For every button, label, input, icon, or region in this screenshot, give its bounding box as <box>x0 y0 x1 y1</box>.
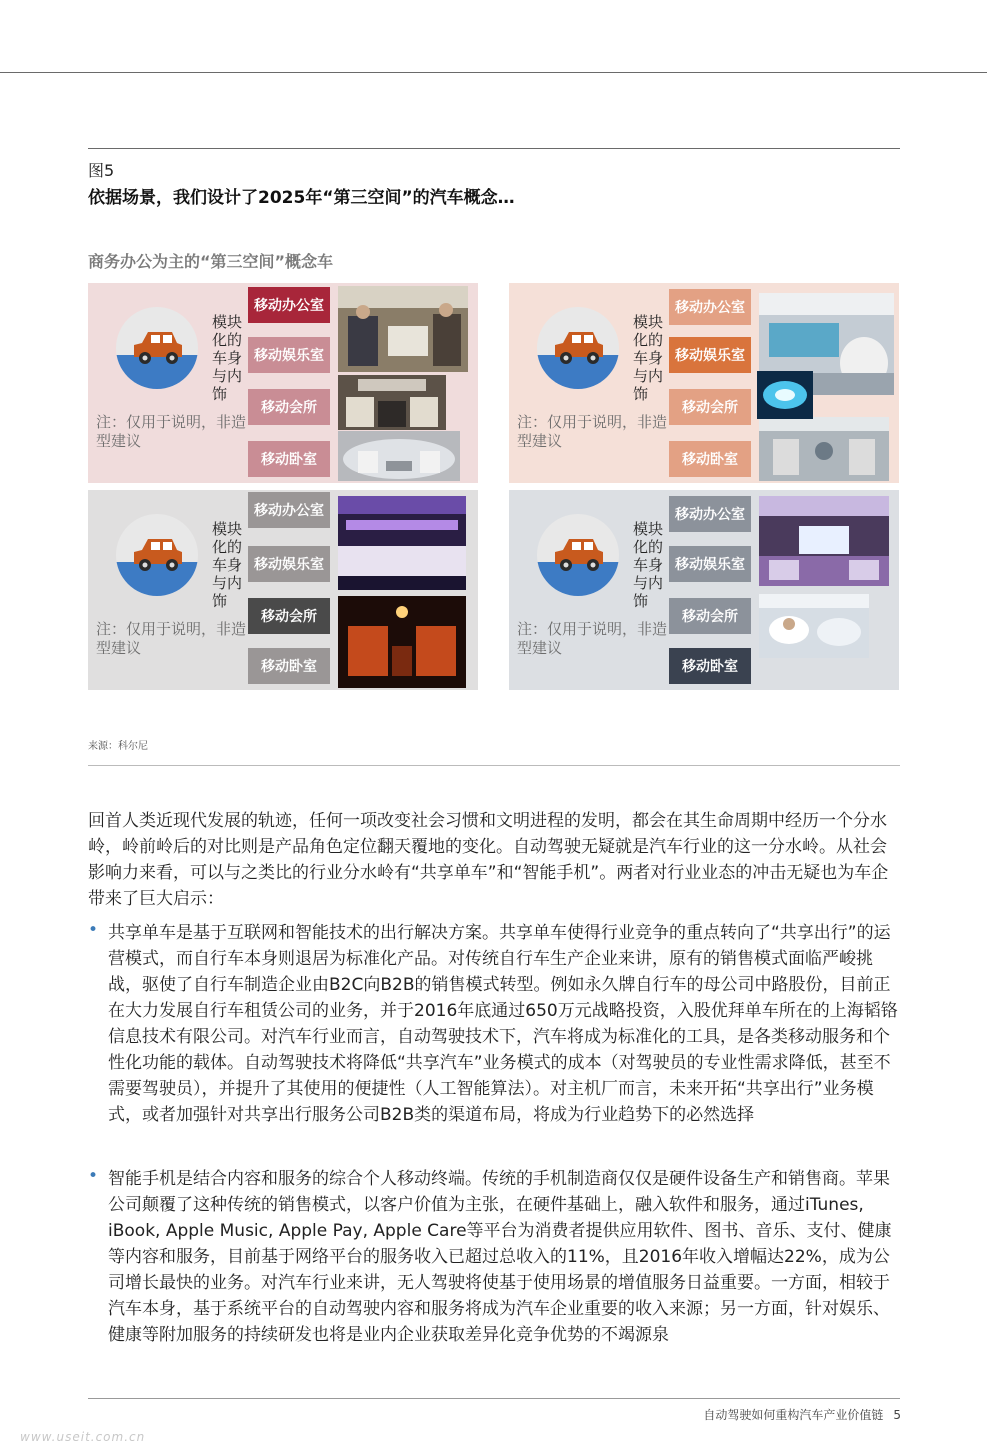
concept-panel-office <box>88 283 478 483</box>
tag-mobile-bedroom: 移动卧室 <box>248 441 330 477</box>
concept-cabin-photo <box>338 431 460 481</box>
bullet-shared-bikes: 共享单车是基于互联网和智能技术的出行解决方案。共享单车使得行业竞争的重点转向了“共享出行”的运营模式，而自行车本身则退居为标准化产品。对传统自行车生产企业来讲，原有的销售模式面临严峻挑战，驱使了自行车制造企业由B2C向B2B的销售模式转型。例如永久牌自行车的母公司中路股份，目前正在大力发展自行车租赁公司的业务，并于2016年底通过650万元战略投资，入股优拜单车所在的上海韬铬信息技术有限公司。对汽车行业而言，自动驾驶技术下，汽车将成为标准化的工具，是各类移动服务和个性化功能的载体。自动驾驶技术将降低“共享汽车”业务模式的成本（对驾驶员的专业性需求降低，甚至不需要驾驶员），并提升了其使用的便捷性（人工智能算法）。对主机厂而言，未来开拓“共享出行”业务模式，或者加强针对共享出行服务公司B2B类的渠道布局，将成为行业趋势下的必然选择 <box>108 923 898 1125</box>
tag-mobile-office: 移动办公室 <box>248 287 330 323</box>
modular-body-text: 模块化的车身与内饰 <box>633 520 664 610</box>
modular-body-text: 模块化的车身与内饰 <box>212 520 243 610</box>
bullet-marker: • <box>88 1166 99 1186</box>
page-number: 5 <box>893 1408 901 1422</box>
sleeping-cabin-photo <box>759 594 869 658</box>
page-footer <box>703 1406 901 1423</box>
figure-subtitle: 商务办公为主的“第三空间”概念车 <box>88 252 334 271</box>
concept-panel-bedroom <box>509 490 899 690</box>
vr-display-photo <box>757 371 813 419</box>
tag-mobile-office: 移动办公室 <box>669 496 751 532</box>
illustration-note: 注：仅用于说明，非造型建议 <box>96 413 247 450</box>
illustration-note: 注：仅用于说明，非造型建议 <box>517 620 668 657</box>
bullet-smartphones: 智能手机是结合内容和服务的综合个人移动终端。传统的手机制造商仅仅是硬件设备生产和销售商。苹果公司颠覆了这种传统的销售模式，以客户价值为主张，在硬件基础上，融入软件和服务，通过iTunes, iBook, Apple Music, Apple Pay, Apple Care等平台为消费者提供应用软件、图书、音乐、支付、健康等内容和服务，目前基于网络平台的服务收入已超过总收入的11%，且2016年收入增幅达22%，成为公司增长最快的业务。对汽车行业来讲，无人驾驶将使基于使用场景的增值服务日益重要。一方面，相较于汽车本身，基于系统平台的自动驾驶内容和服务将成为汽车企业重要的收入来源；另一方面，针对娱乐、健康等附加服务的持续研发也将是业内企业获取差异化竞争优势的不竭源泉 <box>108 1169 892 1345</box>
club-lounge-photo <box>338 596 466 688</box>
tag-mobile-club: 移动会所 <box>669 598 751 634</box>
tag-mobile-bedroom: 移动卧室 <box>248 648 330 684</box>
figure-bottom-rule <box>88 765 900 766</box>
tag-mobile-office: 移动办公室 <box>248 492 330 528</box>
tag-mobile-bedroom: 移动卧室 <box>669 441 751 477</box>
tag-mobile-bedroom: 移动卧室 <box>669 648 751 684</box>
tag-mobile-entertainment: 移动娱乐室 <box>669 337 751 373</box>
car-icon <box>537 514 619 596</box>
illustration-note: 注：仅用于说明，非造型建议 <box>517 413 668 450</box>
tag-mobile-entertainment: 移动娱乐室 <box>669 546 751 582</box>
site-watermark: www.useit.com.cn <box>20 1430 146 1444</box>
figure-label: 图5 <box>88 161 115 180</box>
car-icon <box>116 514 198 596</box>
figure-title: 依据场景，我们设计了2025年“第三空间”的汽车概念… <box>88 188 515 208</box>
concept-panel-club <box>88 490 478 690</box>
footer-rule <box>88 1398 900 1399</box>
figure-source: 来源：科尔尼 <box>88 741 148 752</box>
car-icon <box>537 307 619 389</box>
tag-mobile-office: 移动办公室 <box>669 289 751 325</box>
modular-body-text: 模块化的车身与内饰 <box>633 313 664 403</box>
tag-mobile-club: 移动会所 <box>248 389 330 425</box>
home-cinema-cabin-photo <box>759 496 889 586</box>
tag-mobile-club: 移动会所 <box>669 389 751 425</box>
figure-top-rule <box>88 148 900 149</box>
bullet-marker: • <box>88 920 99 940</box>
office-interior-photo <box>338 286 468 372</box>
tag-mobile-club: 移动会所 <box>248 598 330 634</box>
top-rule <box>0 72 987 73</box>
tag-mobile-entertainment: 移动娱乐室 <box>248 546 330 582</box>
car-icon <box>116 307 198 389</box>
illustration-note: 注：仅用于说明，非造型建议 <box>96 620 247 657</box>
intro-paragraph: 回首人类近现代发展的轨迹，任何一项改变社会习惯和文明进程的发明，都会在其生命周期中经历一个分水岭，岭前岭后的对比则是产品角色定位翻天覆地的变化。自动驾驶无疑就是汽车行业的这一分水岭。从社会影响力来看，可以与之类比的行业分水岭有“共享单车”和“智能手机”。两者对行业业态的冲击无疑也为车企带来了巨大启示： <box>88 811 889 909</box>
lounge-seating-photo <box>759 417 889 481</box>
lounge-interior-photo <box>338 375 446 430</box>
footer-title: 自动驾驶如何重构汽车产业价值链 <box>703 1408 884 1422</box>
tag-mobile-entertainment: 移动娱乐室 <box>248 337 330 373</box>
concept-panel-entertainment <box>509 283 899 483</box>
limo-interior-photo <box>338 496 466 590</box>
modular-body-text: 模块化的车身与内饰 <box>212 313 243 403</box>
